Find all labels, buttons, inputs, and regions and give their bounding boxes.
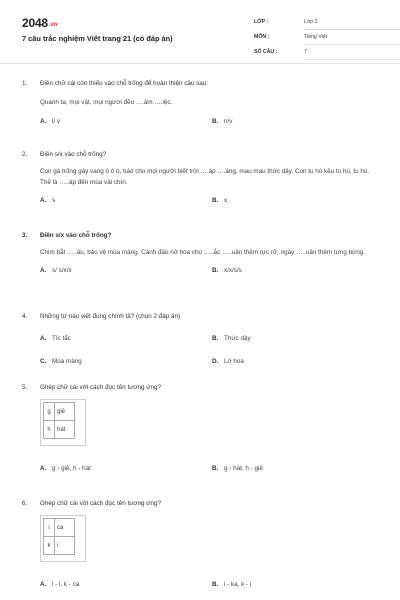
document-title: 7 câu trắc nghiệm Viết trang 21 (có đáp án) <box>22 34 173 43</box>
meta-row-subject <box>254 31 400 46</box>
option-letter: A. <box>40 197 47 204</box>
option-a[interactable] <box>40 197 55 204</box>
table-row <box>44 519 75 537</box>
option-letter: A. <box>40 267 47 274</box>
options-row <box>40 335 382 347</box>
meta-underline <box>304 44 400 45</box>
option-a[interactable] <box>40 465 91 472</box>
table-row <box>44 421 75 439</box>
question-text: Ghép chữ cái với cách đọc tên tương ứng? <box>40 500 162 507</box>
options-row <box>40 118 382 130</box>
option-b[interactable] <box>212 335 251 342</box>
option-letter: C. <box>40 358 47 365</box>
option-text: s <box>52 197 56 204</box>
question-title <box>22 151 382 158</box>
question-number: 3. <box>22 232 28 239</box>
option-letter: D. <box>212 358 219 365</box>
table-row <box>44 403 75 421</box>
table-cell-name: ca <box>55 519 75 537</box>
option-letter: B. <box>212 581 219 588</box>
question-number: 1. <box>22 80 28 87</box>
meta-box <box>254 16 400 61</box>
matching-table-frame <box>40 399 86 446</box>
header-divider <box>0 63 400 64</box>
table-cell-letter: k <box>44 537 55 555</box>
matching-table <box>43 518 75 555</box>
table-cell-name: i <box>55 537 75 555</box>
question-4 <box>22 313 382 370</box>
question-number: 2. <box>22 151 28 158</box>
question-number: 4. <box>22 313 28 320</box>
question-text: Điền s/x vào chỗ trống? <box>40 232 112 239</box>
table-cell-name: hát <box>55 421 75 439</box>
question-body: Chim bắt …..âu, bảo vệ mùa màng. Cành đào nở hoa cho …..ắc …..uân thêm rực rỡ, ngày …..uân thêm tưng bừng. <box>40 249 366 256</box>
document-header <box>22 14 382 74</box>
option-c[interactable] <box>40 358 82 365</box>
question-number: 6. <box>22 500 28 507</box>
options-row <box>40 267 382 279</box>
table-cell-letter: h <box>44 421 55 439</box>
option-b[interactable] <box>212 581 251 588</box>
option-text: l/ v <box>52 118 61 125</box>
question-text: Ghép chữ cái với cách đọc tên tương ứng? <box>40 384 162 391</box>
option-text: n/v <box>224 118 233 125</box>
option-text: Mùa màng <box>52 358 82 365</box>
table-cell-letter: g <box>44 403 55 421</box>
question-title <box>22 232 382 239</box>
option-letter: B. <box>212 197 219 204</box>
options-row <box>40 358 382 370</box>
meta-row-class <box>254 16 400 31</box>
meta-value: 7 <box>304 49 307 55</box>
logo-suffix: .vn <box>48 22 57 28</box>
option-text: i - ka, k - i <box>224 581 252 588</box>
option-d[interactable] <box>212 358 244 365</box>
matching-table <box>43 402 75 439</box>
matching-table-frame <box>40 515 86 562</box>
option-letter: B. <box>212 465 219 472</box>
question-5 <box>22 384 382 477</box>
question-2 <box>22 151 382 209</box>
options-row <box>40 197 382 209</box>
option-text: x/x/s/s <box>224 267 242 274</box>
option-letter: A. <box>40 581 47 588</box>
table-cell-letter: i <box>44 519 55 537</box>
question-title <box>22 80 382 87</box>
option-text: Thức dậy <box>224 335 251 342</box>
question-1 <box>22 80 382 130</box>
option-text: Tíc tắc <box>52 335 71 342</box>
question-6 <box>22 500 382 593</box>
option-text: Lở hoa <box>224 358 244 365</box>
option-a[interactable] <box>40 118 60 125</box>
meta-label: SỐ CÂU : <box>254 49 278 55</box>
meta-value: Lớp 2 <box>304 19 318 25</box>
option-a[interactable] <box>40 335 71 342</box>
site-logo[interactable] <box>22 16 57 30</box>
meta-label: MÔN : <box>254 34 270 40</box>
option-letter: A. <box>40 465 47 472</box>
meta-underline <box>304 29 400 30</box>
option-b[interactable] <box>212 197 227 204</box>
option-letter: A. <box>40 118 47 125</box>
table-cell-name: giê <box>55 403 75 421</box>
question-body: Quanh ta, mọi vật, mọi người đều ….àm ….iệc. <box>40 99 173 106</box>
option-b[interactable] <box>212 465 263 472</box>
meta-underline <box>304 59 400 60</box>
meta-row-count <box>254 46 400 61</box>
question-title <box>22 313 382 320</box>
option-text: s/ s/x/x <box>52 267 72 274</box>
option-a[interactable] <box>40 267 72 274</box>
table-row <box>44 537 75 555</box>
option-letter: B. <box>212 267 219 274</box>
meta-label: LỚP : <box>254 19 269 25</box>
option-text: x <box>224 197 228 204</box>
option-letter: A. <box>40 335 47 342</box>
option-text: g - hát, h - giê <box>224 465 263 472</box>
option-a[interactable] <box>40 581 79 588</box>
option-letter: B. <box>212 118 219 125</box>
option-b[interactable] <box>212 267 242 274</box>
logo-text: 2048 <box>22 16 48 30</box>
question-text: Những từ nào viết đúng chính tả? (chọn 2 đáp án) <box>40 313 181 320</box>
question-number: 5. <box>22 384 28 391</box>
question-body: Con gà trống gáy vang ò ó o, báo cho mọi người biết trời ….áp ….áng, mau mau thức dậy. Con tu hú kêu tu hú, tu hú. Thế là …..áp đến mùa vải chín. <box>40 168 370 186</box>
options-row <box>40 465 382 477</box>
question-title <box>22 384 382 391</box>
option-text: i - i, k - ca <box>52 581 80 588</box>
question-text: Điền s/x vào chỗ trống? <box>40 151 107 158</box>
option-text: g - giê, h - hát <box>52 465 91 472</box>
option-letter: B. <box>212 335 219 342</box>
question-title <box>22 500 382 507</box>
option-b[interactable] <box>212 118 232 125</box>
question-3 <box>22 232 382 279</box>
meta-value: Tiếng Việt <box>304 34 328 40</box>
question-text: Điền chữ cái còn thiếu vào chỗ trống để hoàn thiện câu sau: <box>40 80 209 87</box>
options-row <box>40 581 382 593</box>
